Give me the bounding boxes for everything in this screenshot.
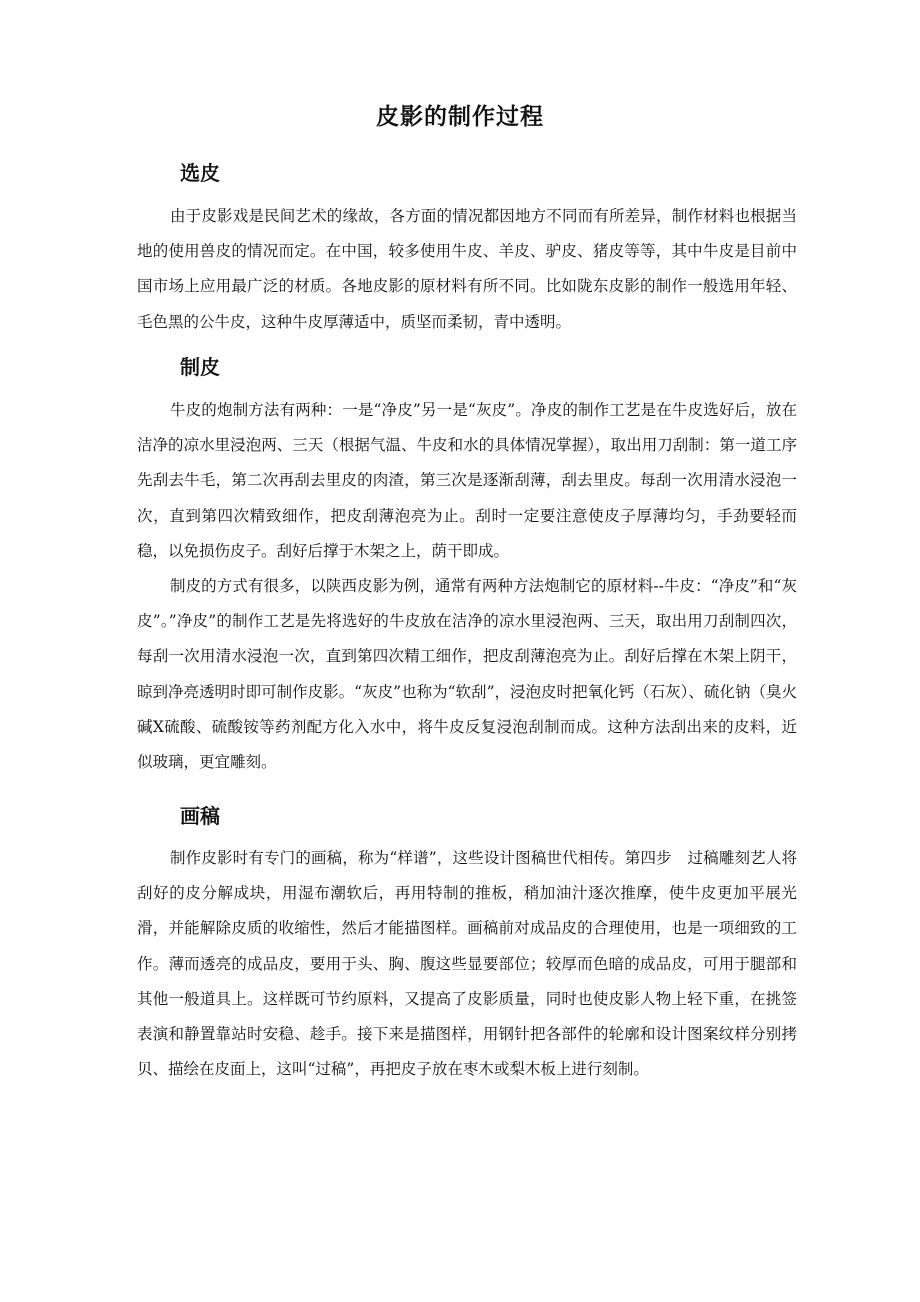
paragraph-zhipi-1: 牛皮的炮制方法有两种：一是“净皮”另一是“灰皮”。净皮的制作工艺是在牛皮选好后，放在洁净的凉水里浸泡两、三天（根据气温、牛皮和水的具体情况掌握），取出用刀刮制：第一道工序先刮去牛毛，第二次再刮去里皮的肉渣，第三次是逐渐刮薄，刮去里皮。每刮一次用清水浸泡一次，直到第四次精致细作，把皮刮薄泡亮为止。刮时一定要注意使皮子厚薄均匀，手劲要轻而稳，以免损伤皮子。刮好后撑于木架之上，荫干即成。 [137,401,797,560]
section-heading-huagao: 画稿 [180,804,220,828]
paragraph-zhipi-2: 制皮的方式有很多，以陕西皮影为例，通常有两种方法炮制它的原材料--牛皮：“净皮”和“灰皮”。”净皮”的制作工艺是先将选好的牛皮放在洁净的凉水里浸泡两、三天，取出用刀刮制四次，每刮一次用清水浸泡一次，直到第四次精工细作，把皮刮薄泡亮为止。刮好后撑在木架上阴干，晾到净亮透明时即可制作皮影。“灰皮”也称为“软刮”，浸泡皮时把氧化钙（石灰）、硫化钠（臭火碱X硫酸、硫酸铵等药剂配方化入水中，将牛皮反复浸泡刮制而成。这种方法刮出来的皮料，近似玻璃，更宜雕刻。 [137,577,797,772]
paragraph-huagao: 制作皮影时有专门的画稿，称为“样谱”，这些设计图稿世代相传。第四步 过稿雕刻艺人将刮好的皮分解成块，用湿布潮软后，再用特制的推板，稍加油汁逐次推摩，使牛皮更加平展光滑，并能解除皮质的收缩性，然后才能描图样。画稿前对成品皮的合理使用，也是一项细致的工作。薄而透亮的成品皮，要用于头、胸、腹这些显要部位；较厚而色暗的成品皮，可用于腿部和其他一般道具上。这样既可节约原料，又提高了皮影质量，同时也使皮影人物上轻下重，在挑签表演和静置靠站时安稳、趁手。接下来是描图样，用钢针把各部件的轮廓和设计图案纹样分别拷贝、描绘在皮面上，这叫“过稿”，再把皮子放在枣木或梨木板上进行刻制。 [137,849,797,1079]
section-heading-zhipi: 制皮 [180,355,220,379]
section-heading-xuanpi: 选皮 [180,161,220,185]
document-title: 皮影的制作过程 [376,104,544,130]
paragraph-xuanpi: 由于皮影戏是民间艺术的缘故，各方面的情况都因地方不同而有所差异，制作材料也根据当地的使用兽皮的情况而定。在中国，较多使用牛皮、羊皮、驴皮、猪皮等等，其中牛皮是目前中国市场上应用最广泛的材质。各地皮影的原材料有所不同。比如陇东皮影的制作一般选用年轻、毛色黑的公牛皮，这种牛皮厚薄适中，质坚而柔韧，青中透明。 [137,207,797,331]
